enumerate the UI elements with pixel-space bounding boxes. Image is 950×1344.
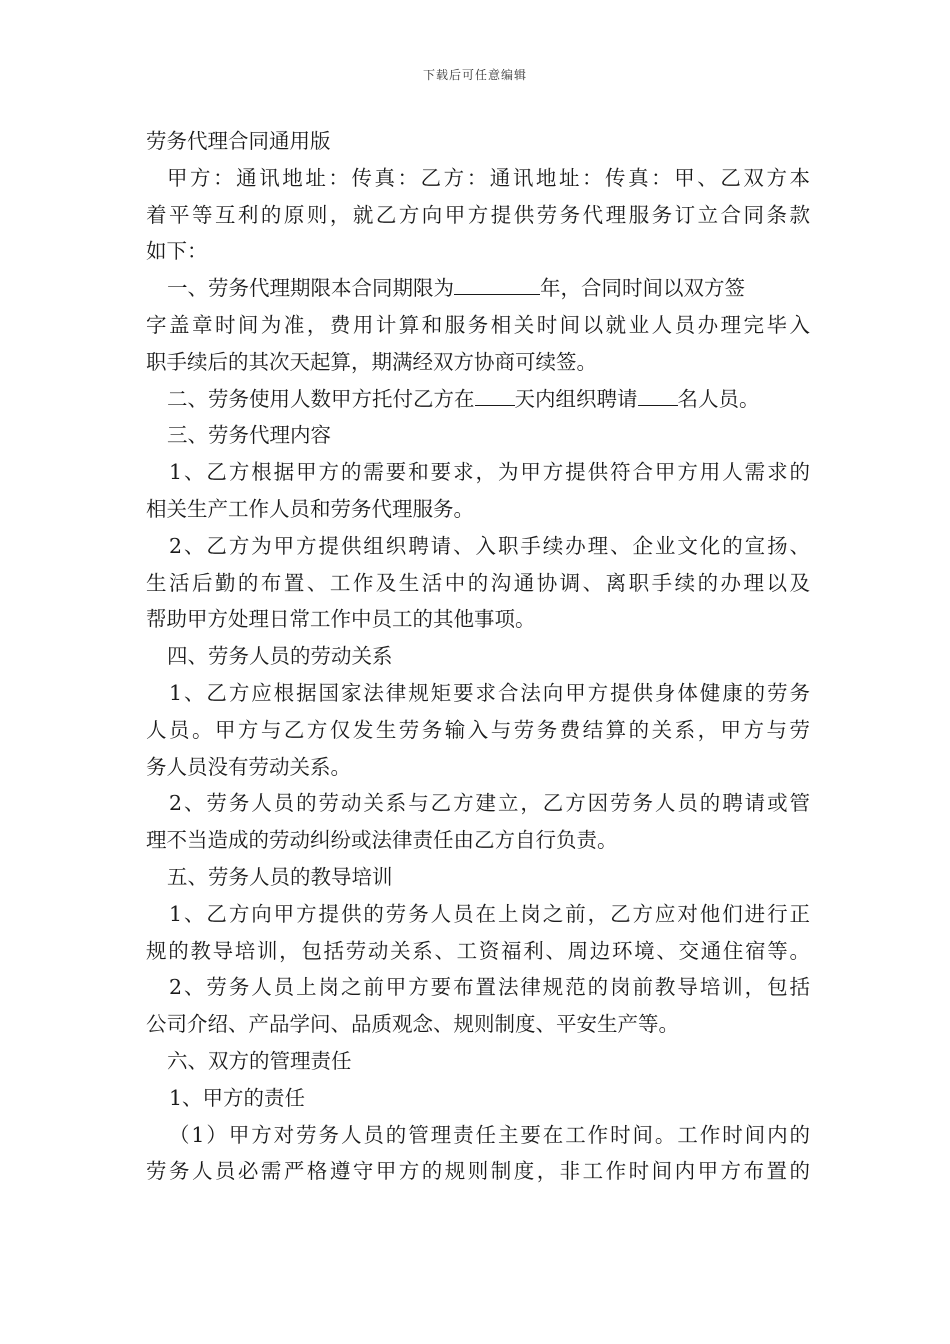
clause-headcount-text: 二、劳务使用人数甲方托付乙方在 xyxy=(167,386,475,411)
clause-line: （1）甲方对劳务人员的管理责任主要在工作时间。工作时间内的 xyxy=(169,1122,810,1147)
section-heading: 六、双方的管理责任 xyxy=(167,1048,352,1073)
section-heading: 五、劳务人员的教导培训 xyxy=(167,864,393,889)
persons-blank xyxy=(638,383,678,406)
clause-line: 2、乙方为甲方提供组织聘请、入职手续办理、企业文化的宣扬、 xyxy=(169,533,810,558)
clause-line: 人员。甲方与乙方仅发生劳务输入与劳务费结算的关系，甲方与劳 xyxy=(146,717,810,742)
term-years-blank xyxy=(454,272,540,295)
clause-line: 务人员没有劳动关系。 xyxy=(146,754,351,779)
clause-line: 规的教导培训，包括劳动关系、工资福利、周边环境、交通住宿等。 xyxy=(146,938,810,963)
clause-line: 理不当造成的劳动纠纷或法律责任由乙方自行负责。 xyxy=(146,828,618,853)
parties-line: 着平等互利的原则，就乙方向甲方提供劳务代理服务订立合同条款 xyxy=(146,202,810,227)
clause-line: 相关生产工作人员和劳务代理服务。 xyxy=(146,496,474,521)
section-heading: 四、劳务人员的劳动关系 xyxy=(167,644,393,669)
contract-body xyxy=(146,123,810,1190)
days-blank xyxy=(475,383,515,406)
clause-line: 劳务人员必需严格遵守甲方的规则制度，非工作时间内甲方布置的 xyxy=(146,1159,810,1184)
clause-term-text: 年，合同时间以双方签 xyxy=(540,276,745,301)
clause-line: 1、乙方应根据国家法律规矩要求合法向甲方提供身体健康的劳务 xyxy=(169,680,810,705)
clause-line: 1、乙方根据甲方的需要和要求，为甲方提供符合甲方用人需求的 xyxy=(169,460,810,485)
clause-term-line xyxy=(146,270,810,307)
clause-term-line: 职手续后的其次天起算，期满经双方协商可续签。 xyxy=(146,349,597,374)
clause-term-text: 一、劳务代理期限本合同期限为 xyxy=(167,276,454,301)
document-title: 劳务代理合同通用版 xyxy=(146,129,331,153)
clause-term-line: 字盖章时间为准，费用计算和服务相关时间以就业人员办理完毕入 xyxy=(146,312,810,337)
subsection-heading: 1、甲方的责任 xyxy=(169,1085,306,1110)
clause-headcount-line xyxy=(146,381,810,418)
clause-line: 1、乙方向甲方提供的劳务人员在上岗之前，乙方应对他们进行正 xyxy=(169,901,810,926)
clause-headcount-text: 天内组织聘请 xyxy=(514,386,638,411)
clause-line: 公司介绍、产品学问、品质观念、规则制度、平安生产等。 xyxy=(146,1012,679,1037)
page-header-note: 下载后可任意编辑 xyxy=(422,68,527,82)
section-heading: 三、劳务代理内容 xyxy=(167,423,331,448)
clause-line: 生活后勤的布置、工作及生活中的沟通协调、离职手续的办理以及 xyxy=(146,570,810,595)
clause-line: 2、劳务人员上岗之前甲方要布置法律规范的岗前教导培训，包括 xyxy=(169,975,810,1000)
parties-line: 甲方：通讯地址：传真：乙方：通讯地址：传真：甲、乙双方本 xyxy=(167,165,810,190)
clause-headcount-text: 名人员。 xyxy=(677,386,760,411)
clause-line: 帮助甲方处理日常工作中员工的其他事项。 xyxy=(146,607,536,632)
parties-line: 如下： xyxy=(146,239,208,264)
clause-line: 2、劳务人员的劳动关系与乙方建立，乙方因劳务人员的聘请或管 xyxy=(169,791,810,816)
